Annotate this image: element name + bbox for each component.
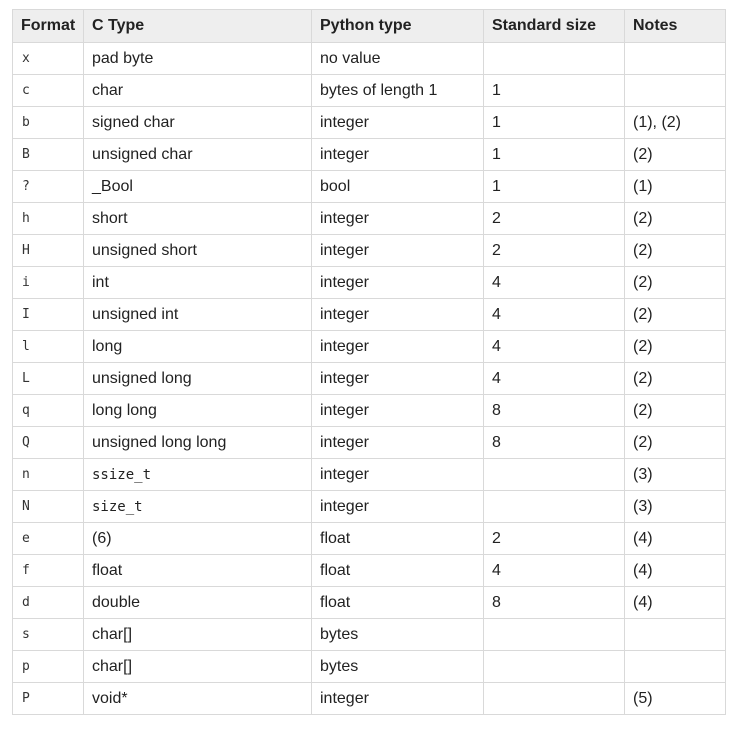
- header-c-type: C Type: [84, 10, 312, 43]
- header-row: [13, 10, 726, 43]
- cell-format: c: [13, 75, 84, 107]
- cell-notes: (2): [625, 363, 726, 395]
- cell-c-type: void*: [84, 683, 312, 715]
- cell-python-type: integer: [312, 299, 484, 331]
- cell-format: i: [13, 267, 84, 299]
- cell-c-type: int: [84, 267, 312, 299]
- cell-format: B: [13, 139, 84, 171]
- cell-python-type: integer: [312, 491, 484, 523]
- format-table-container: [12, 9, 726, 715]
- cell-c-type: char[]: [84, 651, 312, 683]
- table-row: [13, 683, 726, 715]
- header-notes: Notes: [625, 10, 726, 43]
- cell-notes: [625, 75, 726, 107]
- cell-format: P: [13, 683, 84, 715]
- cell-python-type: integer: [312, 107, 484, 139]
- cell-python-type: bytes: [312, 619, 484, 651]
- cell-notes: [625, 619, 726, 651]
- cell-format: N: [13, 491, 84, 523]
- table-row: [13, 139, 726, 171]
- cell-format: n: [13, 459, 84, 491]
- table-row: [13, 587, 726, 619]
- cell-python-type: integer: [312, 427, 484, 459]
- table-row: [13, 267, 726, 299]
- table-row: [13, 619, 726, 651]
- cell-python-type: integer: [312, 395, 484, 427]
- header-format: Format: [13, 10, 84, 43]
- table-row: [13, 235, 726, 267]
- cell-format: b: [13, 107, 84, 139]
- cell-notes: (2): [625, 395, 726, 427]
- cell-c-type: short: [84, 203, 312, 235]
- table-row: [13, 395, 726, 427]
- cell-c-type: unsigned short: [84, 235, 312, 267]
- cell-c-type: ssize_t: [84, 459, 312, 491]
- cell-format: H: [13, 235, 84, 267]
- cell-c-type: char: [84, 75, 312, 107]
- cell-format: Q: [13, 427, 84, 459]
- cell-c-type: double: [84, 587, 312, 619]
- cell-standard-size: 2: [484, 235, 625, 267]
- cell-standard-size: 1: [484, 75, 625, 107]
- header-python-type: Python type: [312, 10, 484, 43]
- cell-notes: (3): [625, 459, 726, 491]
- cell-python-type: bool: [312, 171, 484, 203]
- table-row: [13, 107, 726, 139]
- cell-standard-size: [484, 459, 625, 491]
- cell-standard-size: 8: [484, 427, 625, 459]
- cell-format: q: [13, 395, 84, 427]
- cell-standard-size: 4: [484, 299, 625, 331]
- cell-standard-size: 1: [484, 139, 625, 171]
- cell-standard-size: 4: [484, 363, 625, 395]
- cell-notes: (2): [625, 235, 726, 267]
- cell-c-type: size_t: [84, 491, 312, 523]
- table-row: [13, 651, 726, 683]
- cell-python-type: float: [312, 587, 484, 619]
- cell-c-type: _Bool: [84, 171, 312, 203]
- cell-notes: (2): [625, 427, 726, 459]
- cell-standard-size: 1: [484, 107, 625, 139]
- cell-python-type: bytes: [312, 651, 484, 683]
- cell-notes: (1): [625, 171, 726, 203]
- cell-notes: (2): [625, 331, 726, 363]
- table-row: [13, 555, 726, 587]
- cell-standard-size: 8: [484, 587, 625, 619]
- cell-c-type: long long: [84, 395, 312, 427]
- cell-c-type: long: [84, 331, 312, 363]
- cell-python-type: integer: [312, 459, 484, 491]
- cell-notes: (5): [625, 683, 726, 715]
- cell-standard-size: 1: [484, 171, 625, 203]
- cell-standard-size: 4: [484, 555, 625, 587]
- cell-format: e: [13, 523, 84, 555]
- cell-standard-size: 4: [484, 267, 625, 299]
- table-header: [13, 10, 726, 43]
- cell-standard-size: 2: [484, 523, 625, 555]
- table-row: [13, 171, 726, 203]
- table-row: [13, 491, 726, 523]
- cell-format: d: [13, 587, 84, 619]
- cell-format: L: [13, 363, 84, 395]
- cell-c-type: (6): [84, 523, 312, 555]
- cell-format: I: [13, 299, 84, 331]
- cell-c-type: unsigned char: [84, 139, 312, 171]
- table-row: [13, 427, 726, 459]
- cell-standard-size: 4: [484, 331, 625, 363]
- cell-notes: (2): [625, 267, 726, 299]
- cell-c-type: unsigned int: [84, 299, 312, 331]
- cell-format: l: [13, 331, 84, 363]
- cell-standard-size: 8: [484, 395, 625, 427]
- table-row: [13, 363, 726, 395]
- table-row: [13, 523, 726, 555]
- cell-c-type: unsigned long long: [84, 427, 312, 459]
- cell-standard-size: [484, 651, 625, 683]
- header-standard-size: Standard size: [484, 10, 625, 43]
- cell-notes: (4): [625, 523, 726, 555]
- cell-c-type: pad byte: [84, 43, 312, 75]
- cell-standard-size: [484, 43, 625, 75]
- cell-c-type: signed char: [84, 107, 312, 139]
- cell-format: s: [13, 619, 84, 651]
- cell-notes: (1), (2): [625, 107, 726, 139]
- struct-format-table: [12, 9, 726, 715]
- cell-standard-size: 2: [484, 203, 625, 235]
- cell-python-type: integer: [312, 331, 484, 363]
- cell-python-type: integer: [312, 139, 484, 171]
- cell-format: f: [13, 555, 84, 587]
- cell-notes: [625, 651, 726, 683]
- table-row: [13, 75, 726, 107]
- cell-python-type: integer: [312, 683, 484, 715]
- cell-c-type: float: [84, 555, 312, 587]
- cell-notes: (3): [625, 491, 726, 523]
- cell-python-type: bytes of length 1: [312, 75, 484, 107]
- cell-notes: [625, 43, 726, 75]
- cell-python-type: integer: [312, 203, 484, 235]
- cell-notes: (2): [625, 139, 726, 171]
- cell-notes: (2): [625, 299, 726, 331]
- cell-python-type: float: [312, 523, 484, 555]
- cell-notes: (4): [625, 587, 726, 619]
- cell-standard-size: [484, 619, 625, 651]
- cell-format: h: [13, 203, 84, 235]
- cell-python-type: float: [312, 555, 484, 587]
- table-body: [13, 43, 726, 715]
- cell-format: ?: [13, 171, 84, 203]
- table-row: [13, 203, 726, 235]
- cell-python-type: integer: [312, 235, 484, 267]
- cell-format: p: [13, 651, 84, 683]
- cell-c-type: char[]: [84, 619, 312, 651]
- cell-python-type: no value: [312, 43, 484, 75]
- table-row: [13, 459, 726, 491]
- table-row: [13, 331, 726, 363]
- cell-python-type: integer: [312, 363, 484, 395]
- cell-python-type: integer: [312, 267, 484, 299]
- cell-format: x: [13, 43, 84, 75]
- cell-c-type: unsigned long: [84, 363, 312, 395]
- table-row: [13, 43, 726, 75]
- cell-notes: (2): [625, 203, 726, 235]
- cell-standard-size: [484, 683, 625, 715]
- cell-notes: (4): [625, 555, 726, 587]
- table-row: [13, 299, 726, 331]
- cell-standard-size: [484, 491, 625, 523]
